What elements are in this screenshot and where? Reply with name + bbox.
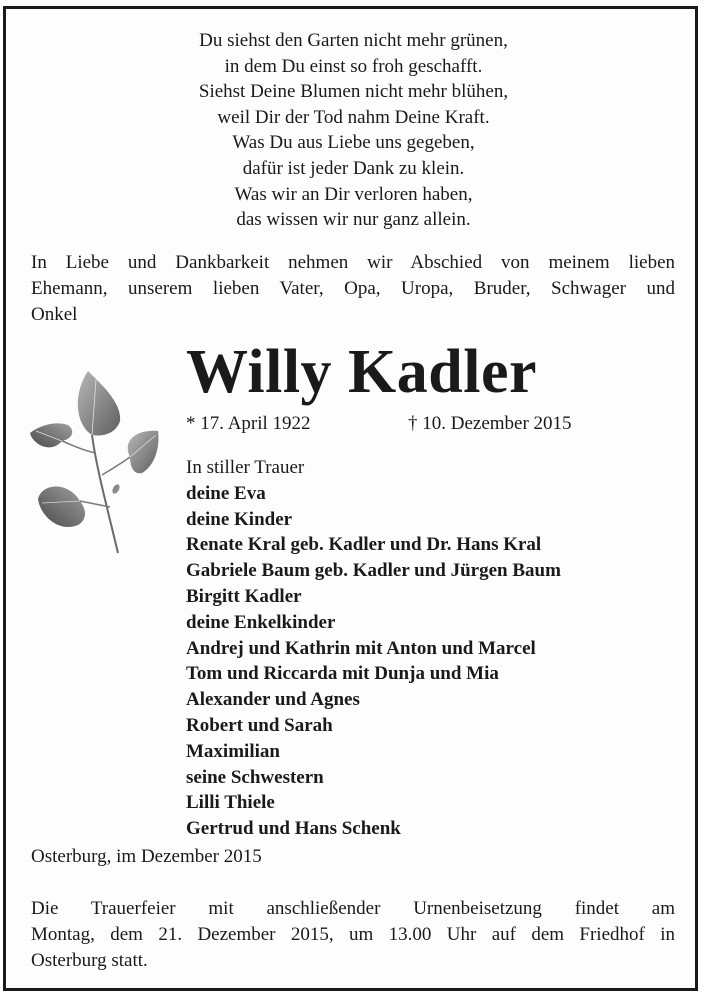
poem-line: weil Dir der Tod nahm Deine Kraft. <box>217 106 490 128</box>
poem-line: dafür ist jeder Dank zu klein. <box>242 157 465 179</box>
funeral-line: Montag, dem 21. Dezember 2015, um 13.00 Uhr auf dem Friedhof in <box>31 924 675 945</box>
mourner-entry: Gabriele Baum geb. Kadler und Jürgen Baum <box>186 560 561 582</box>
funeral-line: Die Trauerfeier mit anschließender Urnenbeisetzung findet am <box>31 898 675 919</box>
funeral-line: Osterburg statt. <box>31 950 148 971</box>
mourner-entry: Renate Kral geb. Kadler und Dr. Hans Kral <box>186 534 542 556</box>
deceased-name: Willy Kadler <box>186 338 538 406</box>
place-and-date: Osterburg, im Dezember 2015 <box>31 846 262 867</box>
mourner-entry: Birgitt Kadler <box>186 585 302 607</box>
funeral-announcement <box>31 896 675 974</box>
intro-line: Onkel <box>31 304 78 325</box>
intro-paragraph <box>31 250 675 328</box>
mourner-entry: Robert und Sarah <box>186 714 333 736</box>
memorial-poem <box>0 28 707 233</box>
poem-line: Was wir an Dir verloren haben, <box>234 183 473 205</box>
birch-leaves-illustration <box>26 365 166 560</box>
mourner-entry: Tom und Riccarda mit Dunja und Mia <box>186 663 499 685</box>
death-date: † 10. Dezember 2015 <box>408 413 572 434</box>
mourner-entry: Gertrud und Hans Schenk <box>186 818 401 840</box>
poem-line: in dem Du einst so froh geschafft. <box>224 55 483 77</box>
poem-line: das wissen wir nur ganz allein. <box>236 209 471 231</box>
mourners-list <box>186 455 561 842</box>
mourner-entry: Andrej und Kathrin mit Anton und Marcel <box>186 637 536 659</box>
poem-line: Siehst Deine Blumen nicht mehr blühen, <box>198 81 509 103</box>
mourner-entry: Maximilian <box>186 740 280 762</box>
intro-line: Ehemann, unserem lieben Vater, Opa, Uropa, Bruder, Schwager und <box>31 278 675 299</box>
mourner-entry: deine Eva <box>186 482 266 504</box>
intro-line: In Liebe und Dankbarkeit nehmen wir Abschied von meinem lieben <box>31 252 675 273</box>
poem-line: Du siehst den Garten nicht mehr grünen, <box>199 30 508 51</box>
mourner-entry: deine Kinder <box>186 508 293 530</box>
birth-date: * 17. April 1922 <box>186 413 311 434</box>
mourners-heading: In stiller Trauer <box>186 457 305 478</box>
mourner-entry: seine Schwestern <box>186 766 324 788</box>
mourner-entry: Alexander und Agnes <box>186 689 360 711</box>
poem-line: Was Du aus Liebe uns gegeben, <box>232 132 475 154</box>
mourner-entry: deine Enkelkinder <box>186 611 336 633</box>
mourner-entry: Lilli Thiele <box>186 792 275 814</box>
